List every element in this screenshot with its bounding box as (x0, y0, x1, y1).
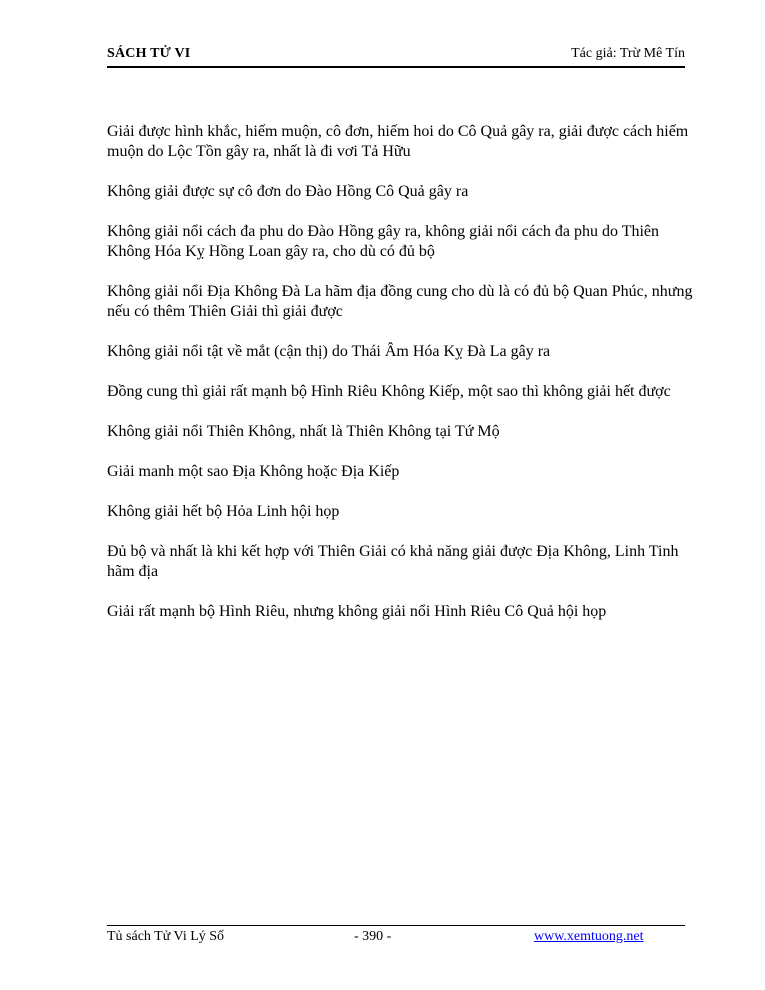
page-footer (107, 925, 685, 946)
paragraph: Không giải nổi Địa Không Đà La hãm địa đồng cung cho dù là có đủ bộ Quan Phúc, nhưng nếu có thêm Thiên Giải thì giải được (107, 283, 693, 320)
book-title: SÁCH TỬ VI (107, 46, 191, 61)
website-link[interactable]: www.xemtuong.net (534, 929, 644, 944)
paragraph: Đủ bộ và nhất là khi kết hợp với Thiên Giải có khả năng giải được Địa Không, Linh Tinh hãm địa (107, 543, 679, 580)
page-header (107, 46, 685, 68)
paragraph: Không giải nổi cách đa phu do Đào Hồng gây ra, không giải nổi cách đa phu do Thiên Không Hóa Kỵ Hồng Loan gây ra, cho dù có đủ bộ (107, 223, 660, 260)
paragraph: Giải rất mạnh bộ Hình Riêu, nhưng không giải nổi Hình Riêu Cô Quả hội họp (107, 603, 607, 620)
page-body (107, 122, 697, 642)
paragraph: Đồng cung thì giải rất mạnh bộ Hình Riêu Không Kiếp, một sao thì không giải hết được (107, 383, 671, 400)
paragraph: Giải được hình khắc, hiếm muộn, cô đơn, hiếm hoi do Cô Quả gây ra, giải được cách hiếm muộn do Lộc Tồn gây ra, nhất là đi vơi Tả Hữu (107, 123, 689, 160)
paragraph: Không giải được sự cô đơn do Đào Hồng Cô Quả gây ra (107, 183, 469, 200)
paragraph: Không giải nổi tật về mắt (cận thị) do Thái Âm Hóa Kỵ Đà La gây ra (107, 343, 551, 360)
series-title: Tủ sách Tử Vi Lý Số (107, 929, 225, 944)
paragraph: Không giải nổi Thiên Không, nhất là Thiên Không tại Tứ Mộ (107, 423, 500, 440)
paragraph: Không giải hết bộ Hỏa Linh hội họp (107, 503, 340, 520)
page-number: - 390 - (354, 929, 392, 944)
paragraph: Giải manh một sao Địa Không hoặc Địa Kiếp (107, 463, 400, 480)
author-label: Tác giả: Trừ Mê Tín (571, 46, 685, 61)
